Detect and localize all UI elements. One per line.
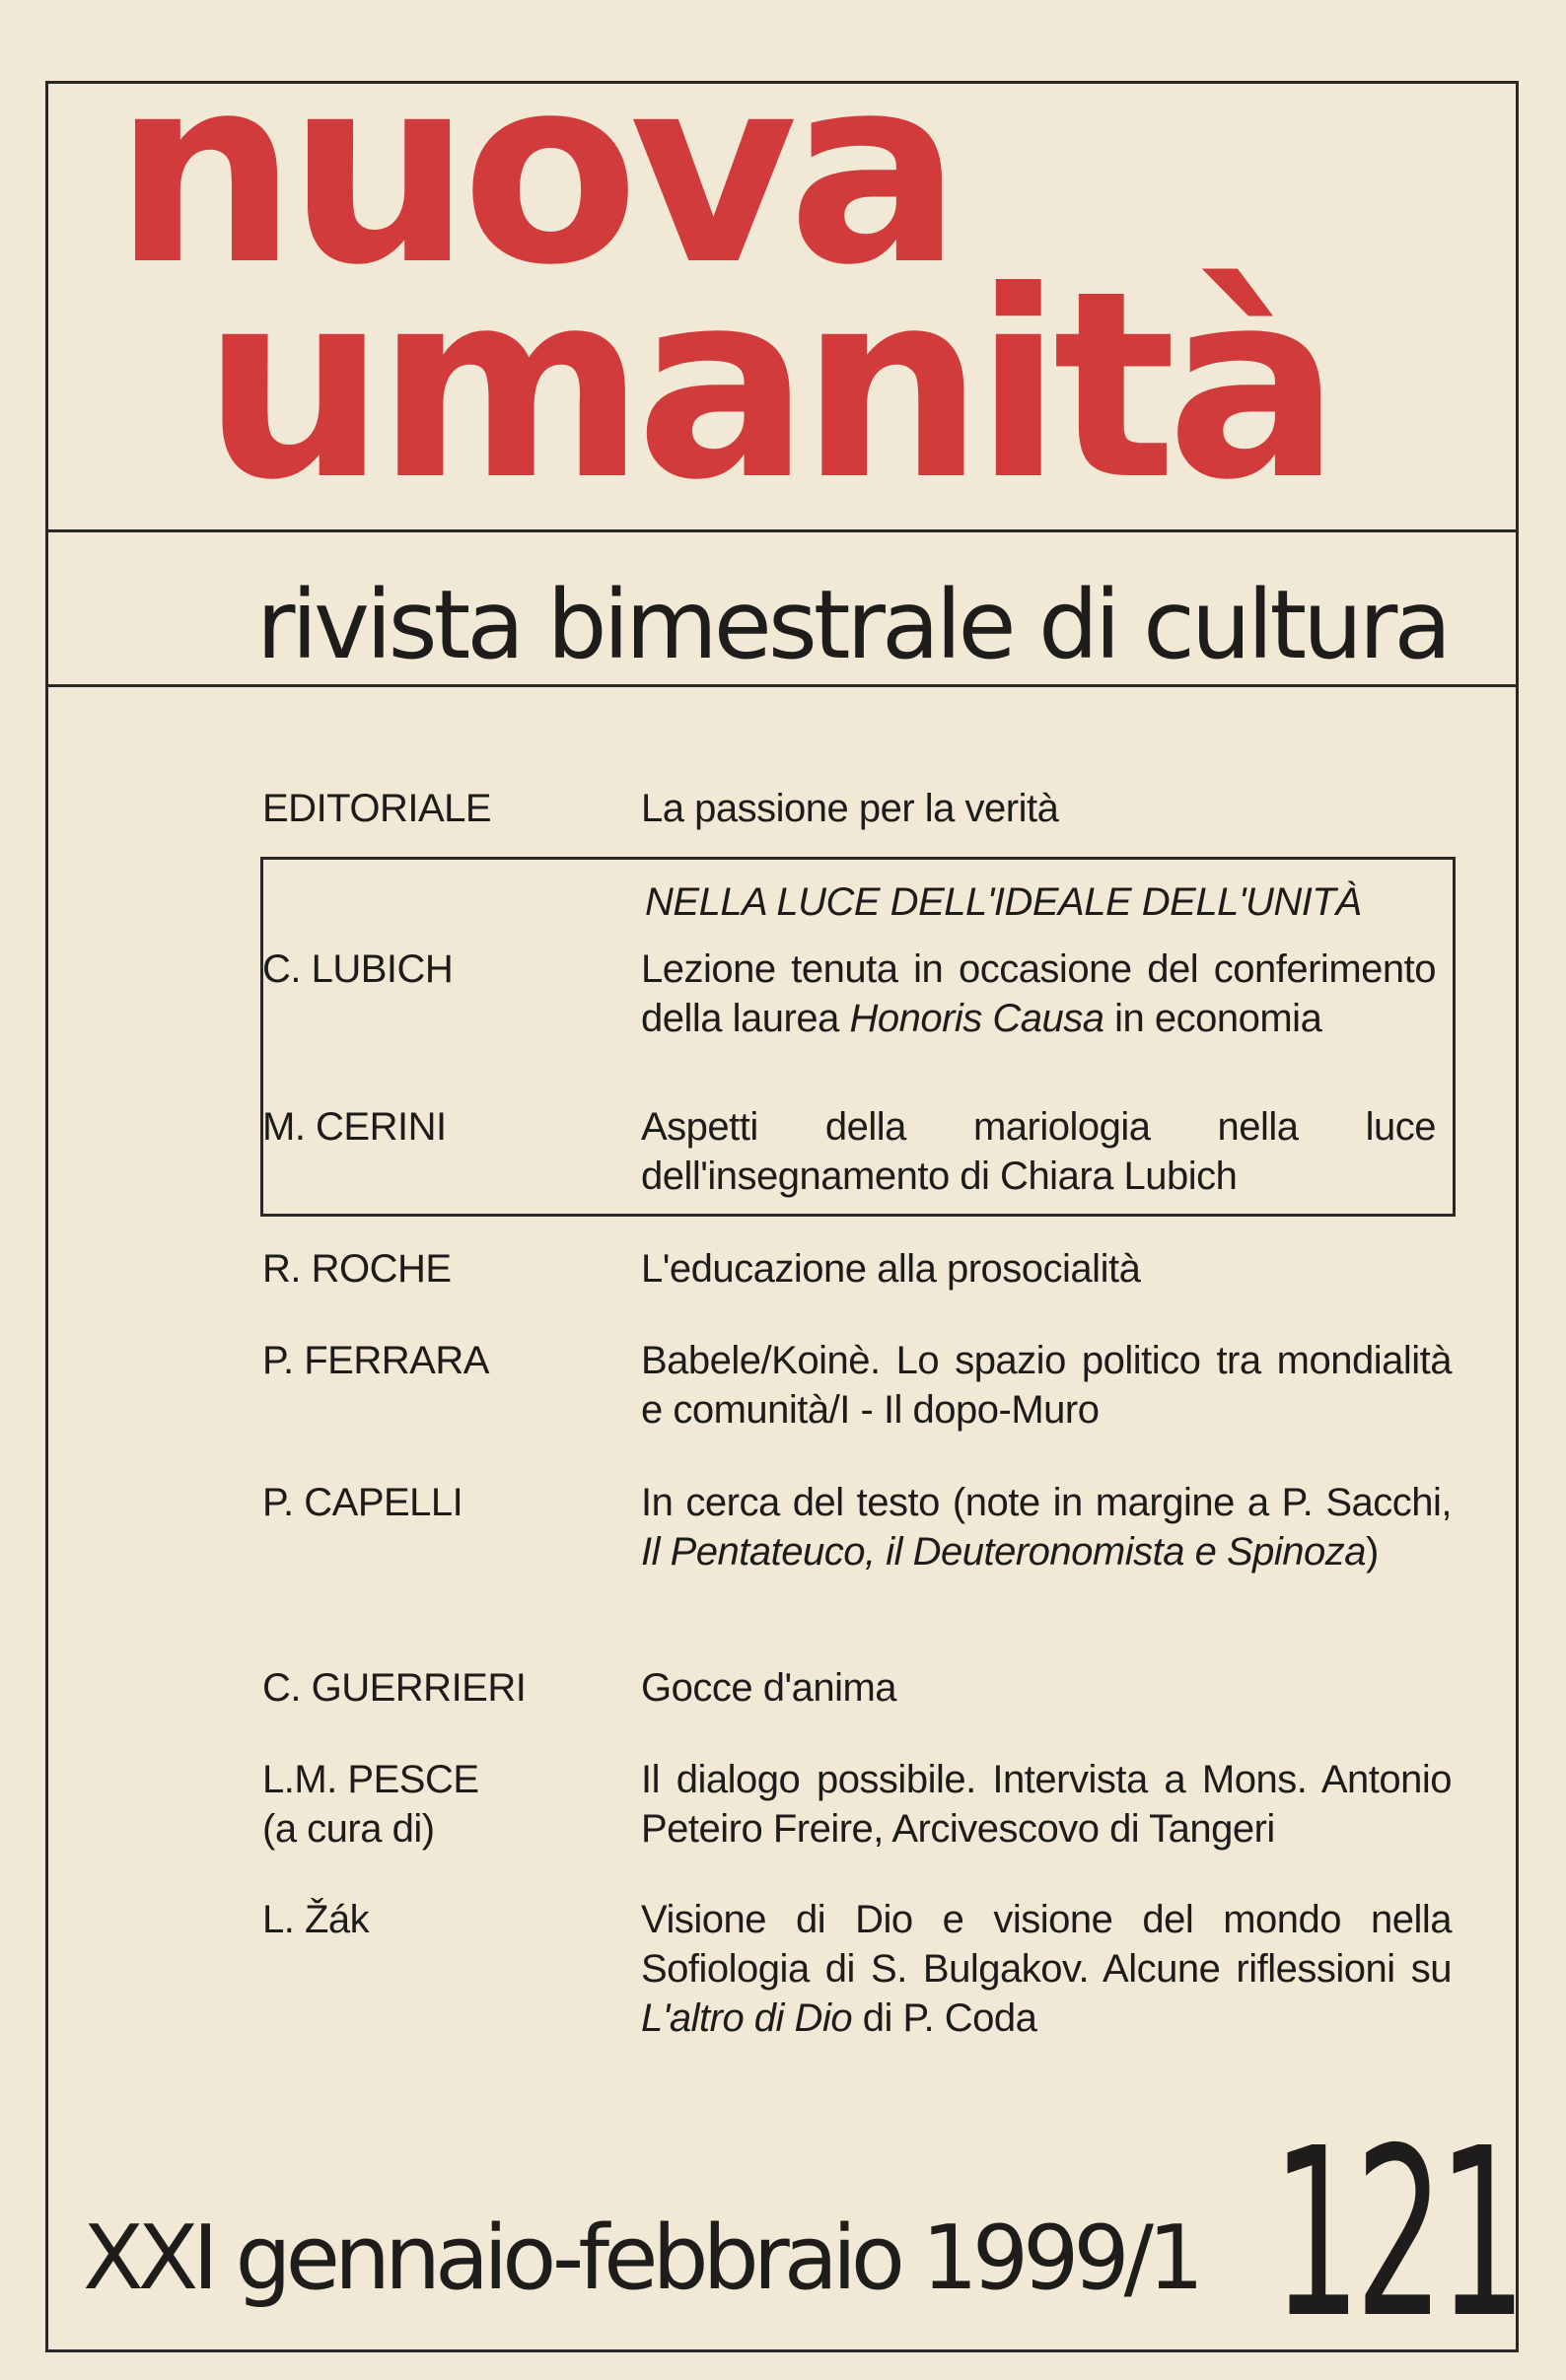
article-author: C. GUERRIERI — [262, 1666, 527, 1710]
article-author: L. Žák — [262, 1898, 370, 1941]
article-title: Gocce d'anima — [641, 1666, 897, 1710]
subtitle: rivista bimestrale di cultura — [256, 570, 1449, 680]
special-section-heading: NELLA LUCE DELL'IDEALE DELL'UNITÀ — [645, 880, 1362, 924]
article-title: Visione di Dio e visione del mondo nella Sofiologia di S. Bulgakov. Alcune riflessioni su L'altro di Dio di P. Coda — [641, 1898, 1452, 2040]
issue-number: 121 — [1272, 2098, 1522, 2369]
article-author: P. FERRARA — [262, 1339, 489, 1382]
editorial-title: La passione per la verità — [641, 787, 1059, 830]
article-title: Aspetti della mariologia nella luce dell'insegnamento di Chiara Lubich — [641, 1105, 1436, 1198]
article-title: L'educazione alla prosocialità — [641, 1247, 1141, 1291]
article-author: M. CERINI — [262, 1105, 447, 1149]
article-title: Il dialogo possibile. Intervista a Mons. Antonio Peteiro Freire, Arcivescovo di Tangeri — [641, 1758, 1452, 1851]
masthead-line-2: umanità — [202, 236, 1331, 529]
article-author: L.M. PESCE — [262, 1758, 479, 1801]
divider-top — [48, 529, 1516, 532]
article-title: Lezione tenuta in occasione del conferimento della laurea Honoris Causa in economia — [641, 947, 1436, 1040]
masthead-line-1: nuova — [113, 84, 953, 321]
article-author: P. CAPELLI — [262, 1481, 463, 1524]
editorial-label: EDITORIALE — [262, 787, 492, 830]
article-author-note: (a cura di) — [262, 1807, 435, 1851]
divider-bottom — [48, 684, 1516, 687]
article-author: R. ROCHE — [262, 1247, 452, 1291]
article-title: In cerca del testo (note in margine a P. Sacchi, Il Pentateuco, il Deuteronomista e Spinoza) — [641, 1481, 1452, 1574]
article-title: Babele/Koinè. Lo spazio politico tra mondialità e comunità/I - Il dopo-Muro — [641, 1339, 1452, 1432]
volume-date: XXI gennaio-febbraio 1999/1 — [83, 2206, 1199, 2310]
masthead — [48, 84, 1516, 529]
article-author: C. LUBICH — [262, 947, 454, 991]
